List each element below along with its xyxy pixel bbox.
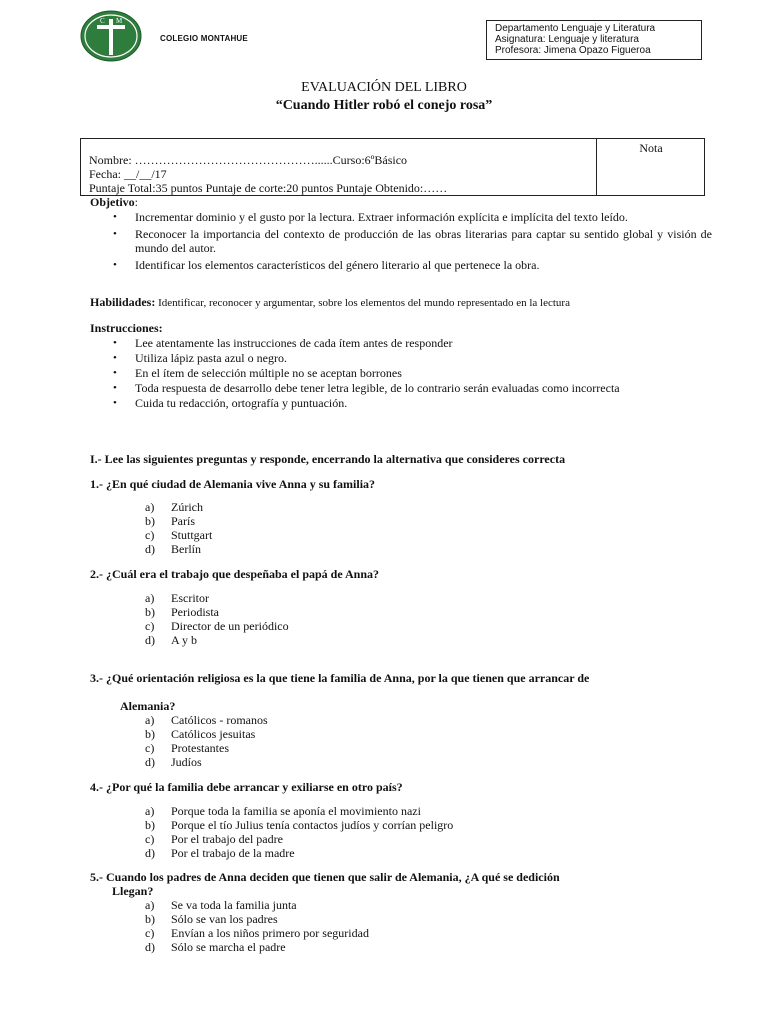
question-2: 2.- ¿Cuál era el trabajo que despeñaba el papá de Anna?	[90, 567, 380, 581]
subject-line: Asignatura: Lenguaje y literatura	[495, 34, 639, 45]
question-2-options	[145, 591, 289, 647]
teacher-line: Profesora: Jimena Opazo Figueroa	[495, 45, 651, 56]
bullet-icon: •	[113, 352, 117, 364]
question-3-continuation: Alemania?	[120, 699, 176, 713]
logo-letter-m: M	[116, 17, 123, 25]
option-b[interactable]: b) Periodista	[145, 605, 219, 619]
list-item: • En el ítem de selección múltiple no se aceptan borrones	[113, 366, 402, 380]
nombre-field[interactable]: Nombre: ………………………………………......Curso:6ºBásico	[89, 153, 408, 167]
bullet-icon: •	[113, 228, 117, 240]
bullet-icon: •	[113, 382, 117, 394]
nota-label: Nota	[639, 141, 663, 155]
option-d[interactable]: d) Judíos	[145, 755, 202, 769]
question-5: 5.- Cuando los padres de Anna deciden que tienen que salir de Alemania, ¿A qué se dedición	[90, 870, 560, 884]
bullet-icon: •	[113, 337, 117, 349]
bullet-icon: •	[113, 211, 117, 223]
list-item: • Utiliza lápiz pasta azul o negro.	[113, 351, 287, 365]
option-c[interactable]: c) Stuttgart	[145, 528, 213, 542]
question-5-continuation: Llegan?	[112, 884, 154, 898]
section-1-heading: I.- Lee las siguientes preguntas y responde, encerrando la alternativa que consideres correcta	[90, 452, 566, 466]
question-1-options	[145, 500, 212, 556]
question-1: 1.- ¿En qué ciudad de Alemania vive Anna y su familia?	[90, 477, 376, 491]
question-3: 3.- ¿Qué orientación religiosa es la que tiene la familia de Anna, por la que tienen que arrancar de	[90, 671, 590, 685]
book-title: “Cuando Hitler robó el conejo rosa”	[275, 98, 493, 113]
list-item: • Toda respuesta de desarrollo debe tener letra legible, de lo contrario serán evaluadas como incorrecta	[113, 381, 620, 395]
objetivo-list	[113, 210, 712, 272]
habilidades-text: Identificar, reconocer y argumentar, sobre los elementos del mundo representado en la lectura	[155, 297, 570, 309]
school-name: COLEGIO MONTAHUE	[160, 34, 248, 43]
list-item: • Reconocer la importancia del contexto de producción de las obras literarias para captar su sentido global y visión de mundo del autor.	[113, 227, 712, 255]
option-b[interactable]: b) París	[145, 514, 195, 528]
fecha-field[interactable]: Fecha: __/__/17	[89, 167, 167, 181]
objetivo-heading	[90, 195, 138, 210]
option-a[interactable]: a) Porque toda la familia se aponía el movimiento nazi	[145, 804, 421, 818]
question-4-options	[145, 804, 453, 860]
student-info-box	[80, 138, 705, 196]
school-logo	[80, 10, 142, 62]
department-line: Departamento Lenguaje y Literatura	[495, 23, 656, 34]
option-b[interactable]: b) Sólo se van los padres	[145, 912, 278, 926]
option-a[interactable]: a) Se va toda la familia junta	[145, 898, 297, 912]
objetivo-colon: :	[134, 195, 139, 209]
objetivo-label: Objetivo	[90, 195, 135, 209]
list-item: • Identificar los elementos característicos del género literario al que pertenece la obra.	[113, 258, 540, 272]
option-c[interactable]: c) Envían a los niños primero por seguridad	[145, 926, 369, 940]
list-item: • Cuida tu redacción, ortografía y puntuación.	[113, 396, 348, 410]
habilidades-label: Habilidades:	[90, 295, 156, 309]
option-c[interactable]: c) Director de un periódico	[145, 619, 289, 633]
option-a[interactable]: a) Zúrich	[145, 500, 203, 514]
logo-letter-c: C	[100, 17, 105, 25]
option-a[interactable]: a) Católicos - romanos	[145, 713, 268, 727]
puntaje-line: Puntaje Total:35 puntos Puntaje de corte:20 puntos Puntaje Obtenido:……	[89, 181, 448, 195]
list-item: • Incrementar dominio y el gusto por la lectura. Extraer información explícita e implícita del texto leído.	[113, 210, 628, 224]
bullet-icon: •	[113, 397, 117, 409]
question-5-options	[145, 898, 369, 954]
list-item: • Lee atentamente las instrucciones de cada ítem antes de responder	[113, 336, 453, 350]
document-title: EVALUACIÓN DEL LIBRO	[301, 80, 467, 95]
instrucciones-list	[113, 336, 695, 410]
question-4: 4.- ¿Por qué la familia debe arrancar y exiliarse en otro país?	[90, 780, 403, 794]
habilidades-line	[90, 295, 570, 310]
option-d[interactable]: d) Sólo se marcha el padre	[145, 940, 286, 954]
option-b[interactable]: b) Porque el tío Julius tenía contactos judíos y corrían peligro	[145, 818, 454, 832]
question-3-options	[145, 713, 268, 769]
instrucciones-heading: Instrucciones:	[90, 321, 163, 335]
bullet-icon: •	[113, 259, 117, 271]
option-c[interactable]: c) Por el trabajo del padre	[145, 832, 283, 846]
department-box	[486, 20, 702, 60]
option-a[interactable]: a) Escritor	[145, 591, 209, 605]
option-d[interactable]: d) A y b	[145, 633, 198, 647]
option-c[interactable]: c) Protestantes	[145, 741, 229, 755]
option-b[interactable]: b) Católicos jesuitas	[145, 727, 256, 741]
bullet-icon: •	[113, 367, 117, 379]
option-d[interactable]: d) Por el trabajo de la madre	[145, 846, 295, 860]
option-d[interactable]: d) Berlín	[145, 542, 201, 556]
